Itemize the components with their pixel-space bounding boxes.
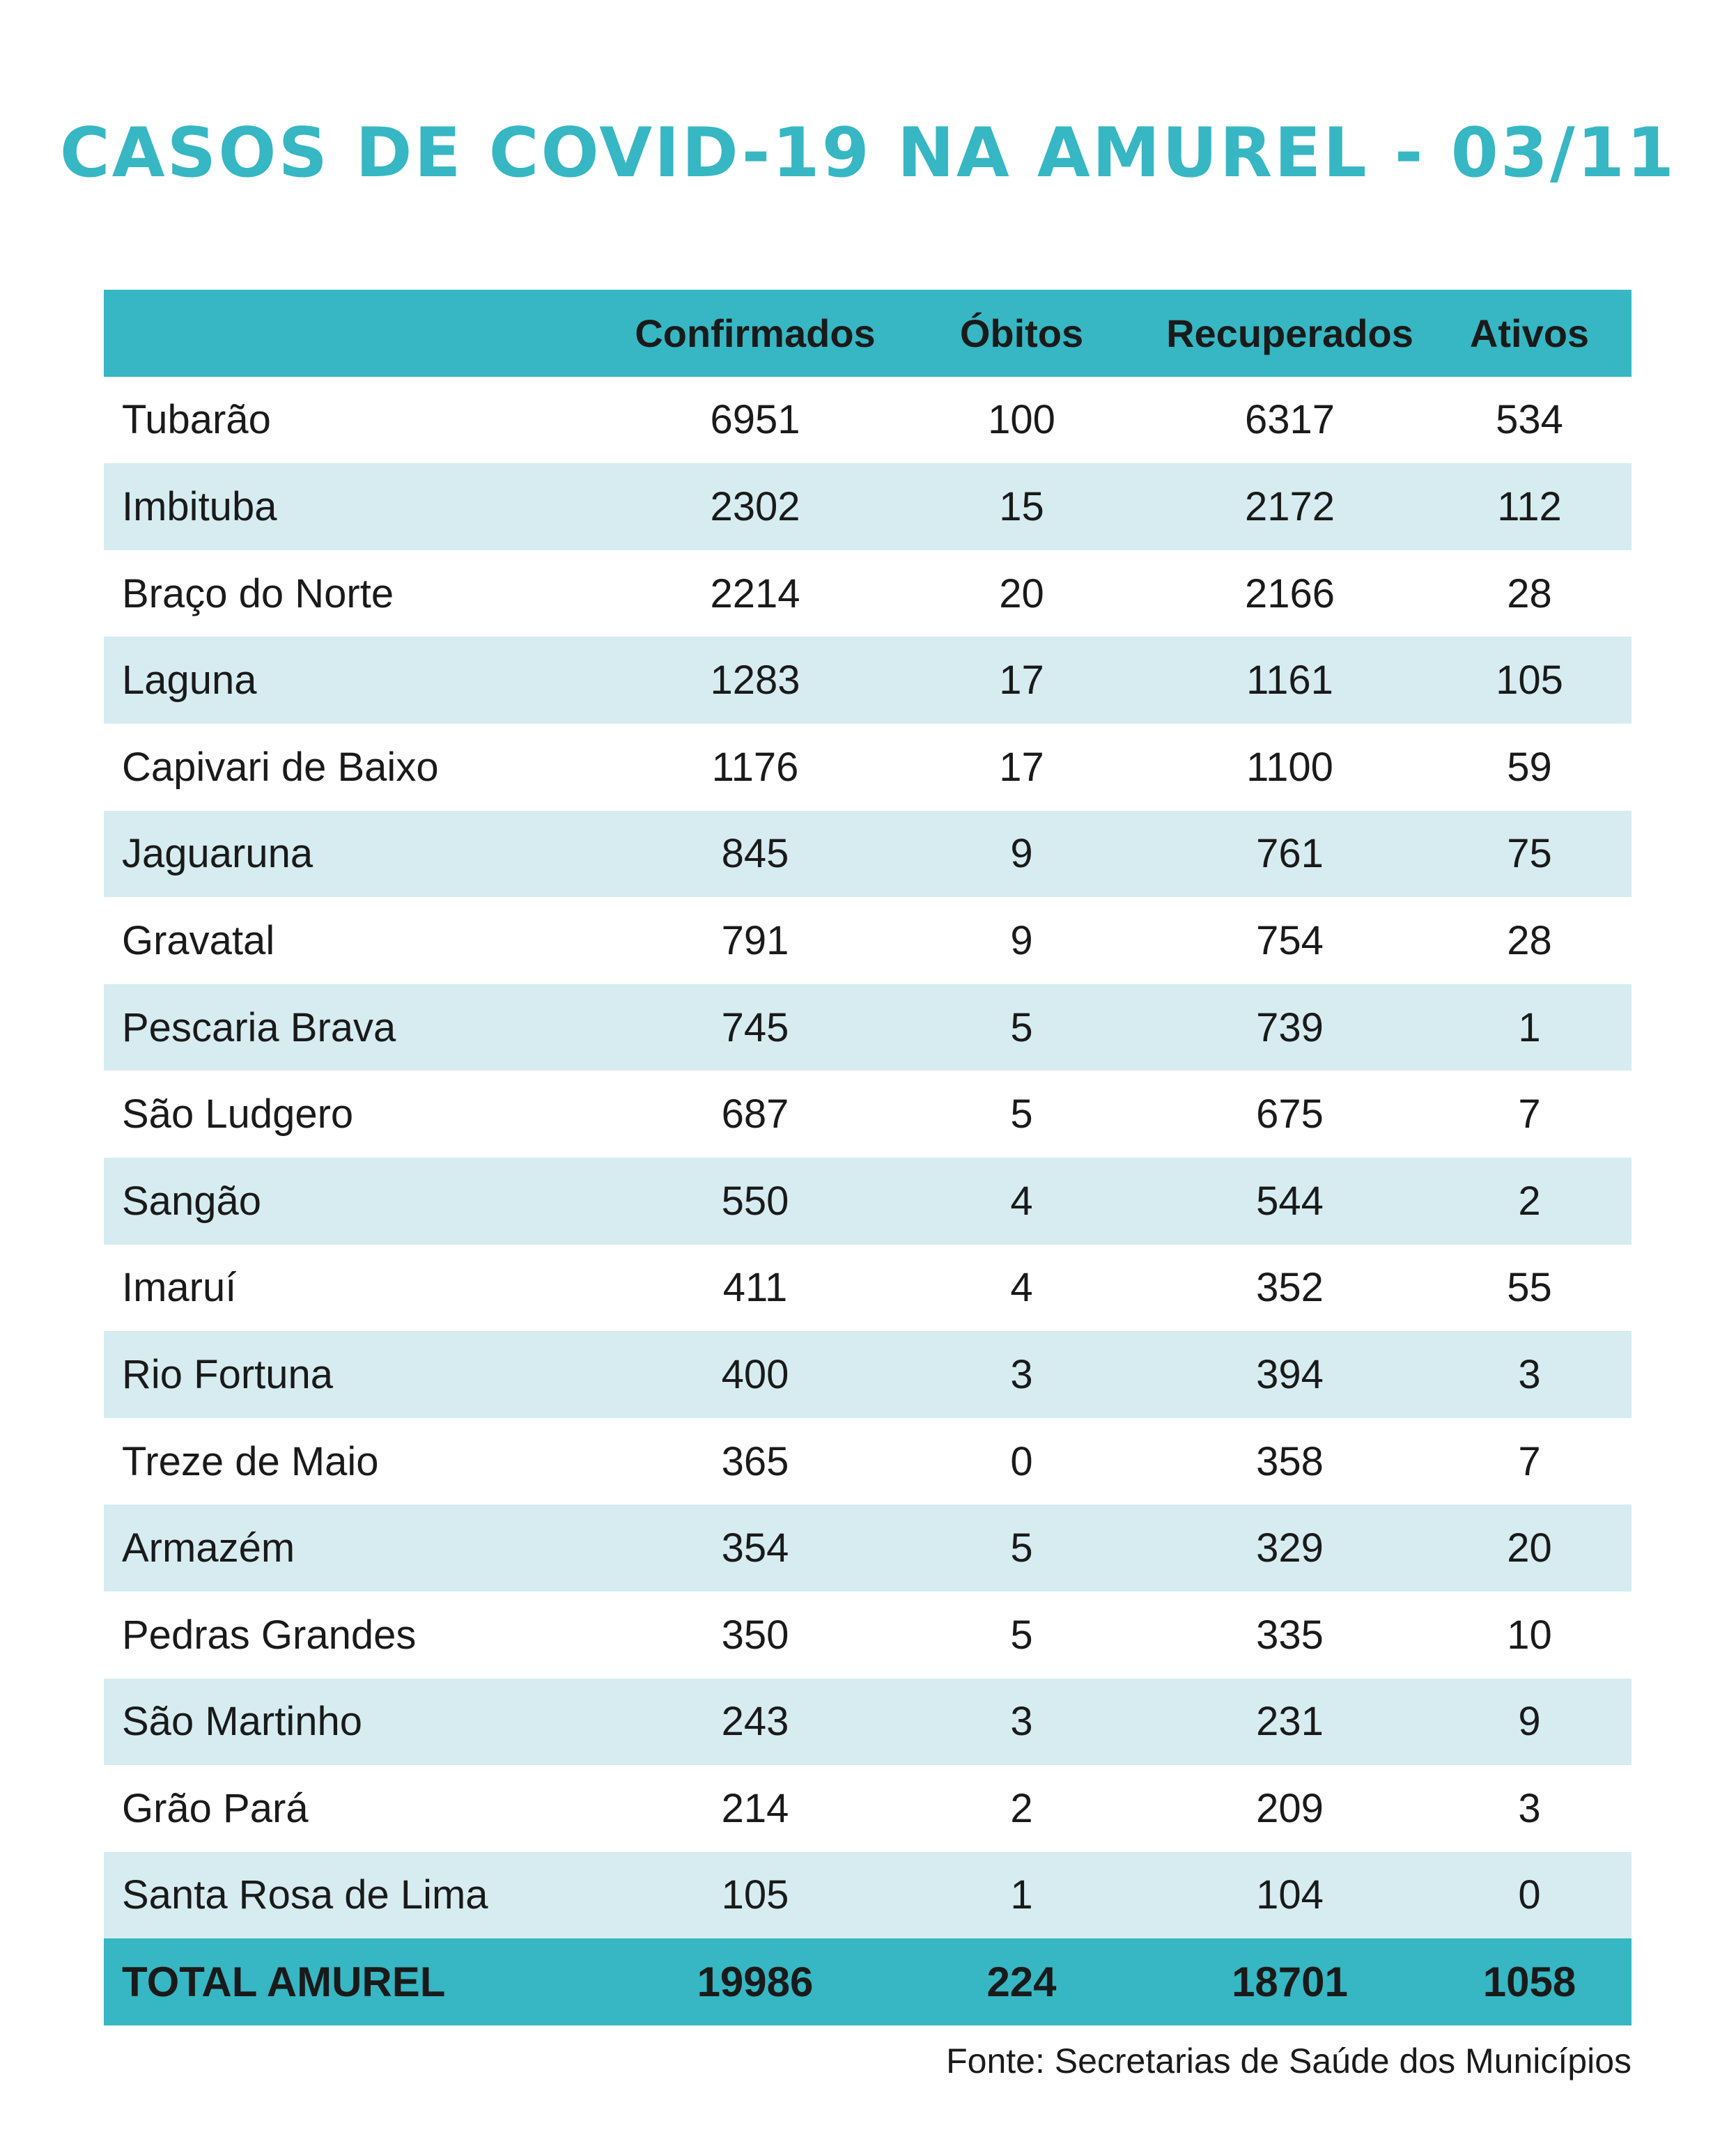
cell-confirmados: 243	[721, 1699, 789, 1745]
cell-confirmados: 687	[721, 1091, 789, 1137]
cell-ativos: 20	[1507, 1525, 1552, 1571]
cell-recuperados: 1161	[1246, 658, 1333, 703]
cell-obitos: 1	[1010, 1872, 1033, 1918]
cell-municipio: Grão Pará	[122, 1785, 309, 1831]
cell-ativos: 55	[1507, 1265, 1552, 1311]
cell-ativos: 7	[1518, 1438, 1541, 1484]
cell-ativos: 1	[1518, 1004, 1541, 1050]
table-header-row	[104, 290, 1632, 377]
total-label: TOTAL AMUREL	[122, 1959, 446, 2006]
total-obitos: 224	[986, 1959, 1057, 2006]
cell-municipio: Pedras Grandes	[122, 1612, 417, 1658]
cell-municipio: Imbituba	[122, 483, 277, 529]
cell-municipio: Tubarão	[122, 397, 271, 443]
cell-obitos: 17	[999, 744, 1044, 790]
cell-obitos: 5	[1010, 1004, 1033, 1050]
cell-municipio: São Martinho	[122, 1699, 362, 1745]
cell-ativos: 2	[1518, 1178, 1541, 1224]
source-note: Fonte: Secretarias de Saúde dos Municípios	[946, 2041, 1632, 2080]
table-row	[104, 1852, 1632, 1939]
cell-obitos: 17	[999, 658, 1044, 703]
cell-obitos: 0	[1010, 1438, 1033, 1484]
cell-recuperados: 358	[1256, 1438, 1324, 1484]
cell-recuperados: 544	[1256, 1178, 1324, 1224]
cell-municipio: Laguna	[122, 658, 257, 703]
header-ativos: Ativos	[1469, 311, 1590, 355]
cell-obitos: 3	[1010, 1351, 1033, 1397]
cell-recuperados: 394	[1256, 1351, 1324, 1397]
cell-confirmados: 411	[722, 1265, 788, 1311]
cell-municipio: Treze de Maio	[122, 1438, 379, 1484]
cell-confirmados: 745	[721, 1004, 789, 1050]
table-row	[104, 377, 1632, 464]
table-row	[104, 463, 1632, 550]
table-body	[104, 377, 1632, 1939]
cell-obitos: 20	[999, 570, 1044, 616]
total-confirmados: 19986	[697, 1959, 814, 2006]
cell-confirmados: 845	[721, 831, 789, 877]
cell-municipio: Braço do Norte	[122, 570, 394, 616]
table-row	[104, 1592, 1632, 1679]
cell-ativos: 59	[1507, 744, 1552, 790]
cell-confirmados: 1283	[710, 658, 800, 703]
cell-recuperados: 335	[1256, 1612, 1324, 1658]
cell-obitos: 3	[1010, 1699, 1033, 1745]
cell-recuperados: 209	[1256, 1785, 1324, 1831]
table-row	[104, 811, 1632, 898]
page-title: CASOS DE COVID-19 NA AMUREL - 03/11	[59, 114, 1677, 193]
table-row	[104, 1071, 1632, 1158]
cell-municipio: Sangão	[122, 1178, 261, 1224]
covid-table	[104, 290, 1632, 2025]
cell-recuperados: 2172	[1244, 483, 1335, 529]
cell-recuperados: 104	[1256, 1872, 1324, 1918]
cell-ativos: 534	[1496, 397, 1563, 443]
cell-ativos: 28	[1507, 570, 1552, 616]
cell-obitos: 4	[1010, 1265, 1033, 1311]
cell-ativos: 10	[1507, 1612, 1552, 1658]
cell-obitos: 5	[1010, 1091, 1033, 1137]
cell-ativos: 3	[1518, 1785, 1541, 1831]
cell-municipio: Rio Fortuna	[122, 1351, 334, 1397]
cell-confirmados: 400	[721, 1351, 789, 1397]
cell-municipio: Gravatal	[122, 917, 275, 963]
cell-ativos: 3	[1518, 1351, 1541, 1397]
table-row	[104, 1679, 1632, 1766]
cell-confirmados: 2214	[710, 570, 800, 616]
cell-obitos: 5	[1010, 1525, 1033, 1571]
cell-obitos: 2	[1010, 1785, 1033, 1831]
cell-recuperados: 675	[1256, 1091, 1324, 1137]
cell-ativos: 75	[1507, 831, 1552, 877]
cell-recuperados: 352	[1256, 1265, 1324, 1311]
cell-confirmados: 214	[721, 1785, 789, 1831]
cell-municipio: Capivari de Baixo	[122, 744, 439, 790]
cell-recuperados: 329	[1256, 1525, 1324, 1571]
header-confirmados: Confirmados	[635, 311, 876, 355]
cell-confirmados: 550	[721, 1178, 789, 1224]
cell-municipio: São Ludgero	[122, 1091, 354, 1137]
cell-recuperados: 231	[1256, 1699, 1324, 1745]
cell-municipio: Santa Rosa de Lima	[122, 1872, 488, 1918]
cell-confirmados: 354	[721, 1525, 789, 1571]
table-row	[104, 984, 1632, 1071]
cell-confirmados: 791	[721, 917, 789, 963]
header-recuperados: Recuperados	[1166, 311, 1413, 355]
cell-ativos: 112	[1497, 483, 1562, 529]
cell-municipio: Armazém	[122, 1525, 295, 1571]
cell-confirmados: 350	[721, 1612, 789, 1658]
table-row	[104, 1765, 1632, 1852]
cell-confirmados: 105	[721, 1872, 789, 1918]
cell-confirmados: 2302	[710, 483, 800, 529]
cell-ativos: 0	[1518, 1872, 1541, 1918]
cell-recuperados: 761	[1256, 831, 1324, 877]
table-row	[104, 1504, 1632, 1592]
table-total-row	[104, 1938, 1632, 2025]
total-ativos: 1058	[1482, 1959, 1576, 2006]
cell-obitos: 15	[999, 483, 1044, 529]
cell-ativos: 9	[1518, 1699, 1541, 1745]
cell-ativos: 7	[1518, 1091, 1541, 1137]
table-row	[104, 724, 1632, 811]
table-row	[104, 1331, 1632, 1418]
total-recuperados: 18701	[1232, 1959, 1348, 2006]
cell-obitos: 9	[1010, 917, 1033, 963]
cell-recuperados: 1100	[1246, 744, 1333, 790]
cell-confirmados: 1176	[711, 744, 799, 790]
cell-ativos: 105	[1496, 658, 1563, 703]
cell-recuperados: 6317	[1244, 397, 1335, 443]
cell-ativos: 28	[1507, 917, 1552, 963]
cell-obitos: 100	[988, 397, 1055, 443]
table-row	[104, 1418, 1632, 1505]
cell-obitos: 9	[1010, 831, 1033, 877]
table-row	[104, 1158, 1632, 1245]
table-row	[104, 637, 1632, 724]
table-row	[104, 897, 1632, 984]
cell-obitos: 4	[1010, 1178, 1033, 1224]
cell-recuperados: 754	[1256, 917, 1324, 963]
table-row	[104, 1245, 1632, 1332]
cell-municipio: Pescaria Brava	[122, 1004, 396, 1050]
cell-municipio: Jaguaruna	[122, 831, 313, 877]
cell-confirmados: 6951	[710, 397, 800, 443]
cell-recuperados: 2166	[1244, 570, 1335, 616]
header-obitos: Óbitos	[959, 311, 1084, 355]
cell-obitos: 5	[1010, 1612, 1033, 1658]
cell-municipio: Imaruí	[122, 1265, 237, 1311]
cell-recuperados: 739	[1256, 1004, 1324, 1050]
table-row	[104, 550, 1632, 637]
cell-confirmados: 365	[721, 1438, 789, 1484]
